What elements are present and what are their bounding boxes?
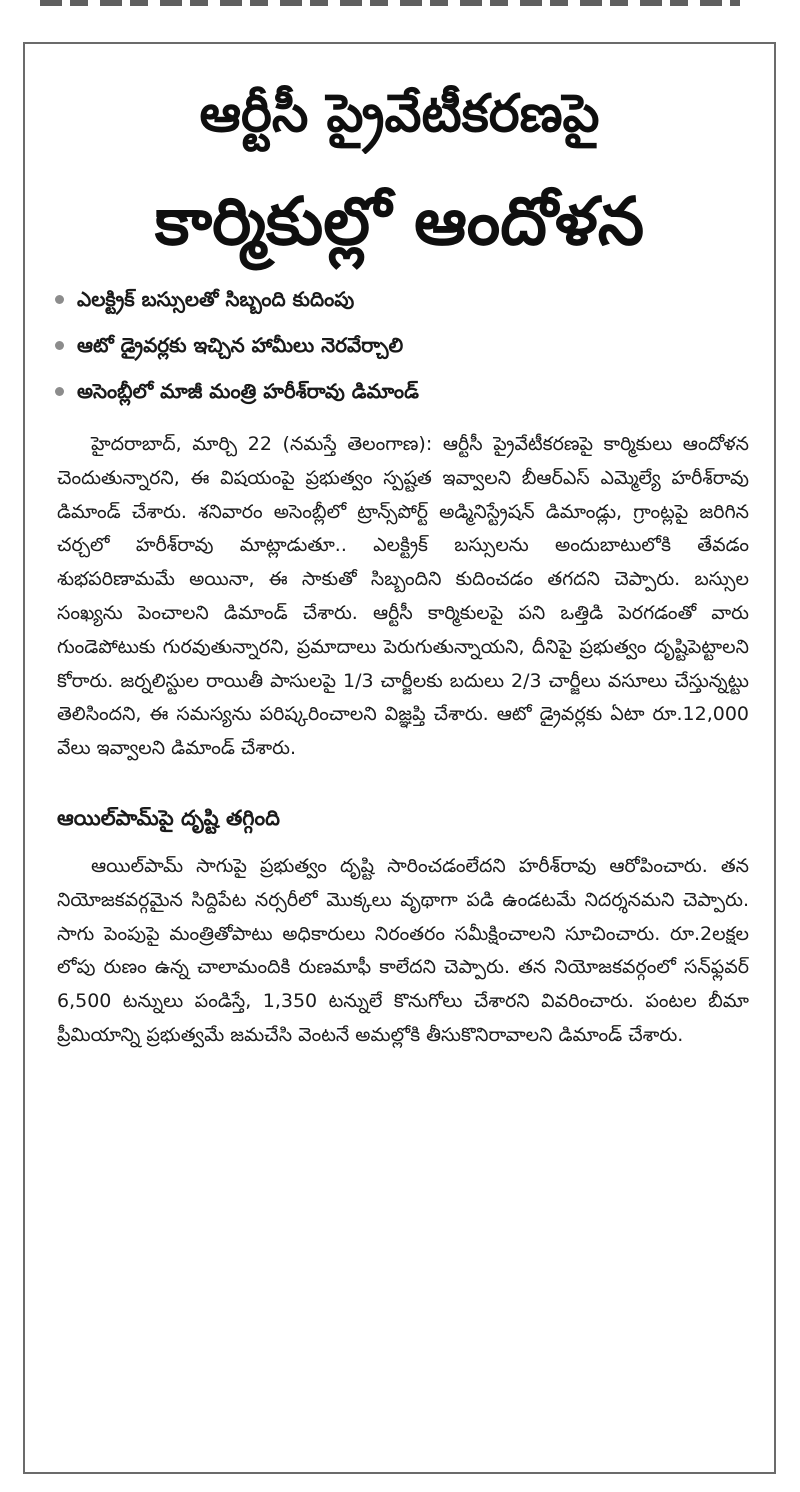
- bullet-icon: [55, 295, 64, 304]
- section-subheading: ఆయిల్‌పామ్‌పై దృష్టి తగ్గింది: [57, 806, 281, 830]
- bullet-icon: [55, 387, 64, 396]
- body-paragraph-2: ఆయిల్‌పామ్ సాగుపై ప్రభుత్వం దృష్టి సారించడంలేదని హరీశ్‌రావు ఆరోపించారు. తన నియోజకవర్గమైన సిద్దిపేట నర్సరీలో మొక్కలు వృథాగా పడి ఉండటమే నిదర్శనమని చెప్పారు. సాగు పెంపుపై మంత్రితోపాటు అధికారులు నిరంతరం సమీక్షించాలని సూచించారు. రూ.2లక్షల లోపు రుణం ఉన్న చాలామందికి రుణమాఫీ కాలేదని చెప్పారు. తన నియోజకవర్గంలో సన్‌ఫ్లవర్ 6,500 టన్నులు పండిస్తే, 1,350 టన్నులే కొనుగోలు చేశారని వివరించారు. పంటల బీమా ప్రీమియాన్ని ప్రభుత్వమే జమచేసి వెంటనే అమల్లోకి తీసుకొనిరావాలని డిమాండ్ చేశారు.: [57, 855, 749, 1046]
- newspaper-article: [23, 42, 776, 1474]
- highlight-text: అసెంబ్లీలో మాజీ మంత్రి హరీశ్‌రావు డిమాండ్: [77, 379, 419, 403]
- highlights-list: [51, 276, 761, 414]
- headline-line-2: కార్మికుల్లో ఆందోళన: [154, 183, 645, 260]
- highlight-text: ఎలక్ట్రిక్ బస్సులతో సిబ్బంది కుదింపు: [77, 287, 355, 311]
- body-paragraph-1: హైదరాబాద్, మార్చి 22 (నమస్తే తెలంగాణ): ఆర్టీసీ ప్రైవేటీకరణపై కార్మికులు ఆందోళన చెందుతున్నారని, ఈ విషయంపై ప్రభుత్వం స్పష్టత ఇవ్వాలని బీఆర్‌ఎస్ ఎమ్మెల్యే హరీశ్‌రావు డిమాండ్ చేశారు. శనివారం అసెంబ్లీలో ట్రాన్స్‌పోర్ట్ అడ్మినిస్ట్రేషన్ డిమాండ్లు, గ్రాంట్లపై జరిగిన చర్చలో హరీశ్‌రావు మాట్లాడుతూ.. ఎలక్ట్రిక్ బస్సులను అందుబాటులోకి తేవడం శుభపరిణామమే అయినా, ఈ సాకుతో సిబ్బందిని కుదించడం తగదని చెప్పారు. బస్సుల సంఖ్యను పెంచాలని డిమాండ్ చేశారు. ఆర్టీసీ కార్మికులపై పని ఒత్తిడి పెరగడంతో వారు గుండెపోటుకు గురవుతున్నారని, ప్రమాదాలు పెరుగుతున్నాయని, దీనిపై ప్రభుత్వం దృష్టిపెట్టాలని కోరారు. జర్నలిస్టుల రాయితీ పాసులపై 1/3 చార్జీలకు బదులు 2/3 చార్జీలు వసూలు చేస్తున్నట్టు తెలిసిందని, ఈ సమస్యను పరిష్కరించాలని విజ్ఞప్తి చేశారు. ఆటో డ్రైవర్లకు ఏటా రూ.12,000 వేలు ఇవ్వాలని డిమాండ్ చేశారు.: [57, 433, 749, 760]
- headline-line-1: ఆర్టీసీ ప్రైవేటీకరణపై: [199, 84, 600, 144]
- highlight-item: [51, 322, 761, 368]
- highlight-item: [51, 276, 761, 322]
- bullet-icon: [55, 341, 64, 350]
- clipped-previous-article-strip: [0, 0, 800, 14]
- cut-off-text-fragment: [40, 0, 740, 6]
- highlight-text: ఆటో డ్రైవర్లకు ఇచ్చిన హామీలు నెరవేర్చాలి: [77, 333, 404, 357]
- highlight-item: [51, 368, 761, 414]
